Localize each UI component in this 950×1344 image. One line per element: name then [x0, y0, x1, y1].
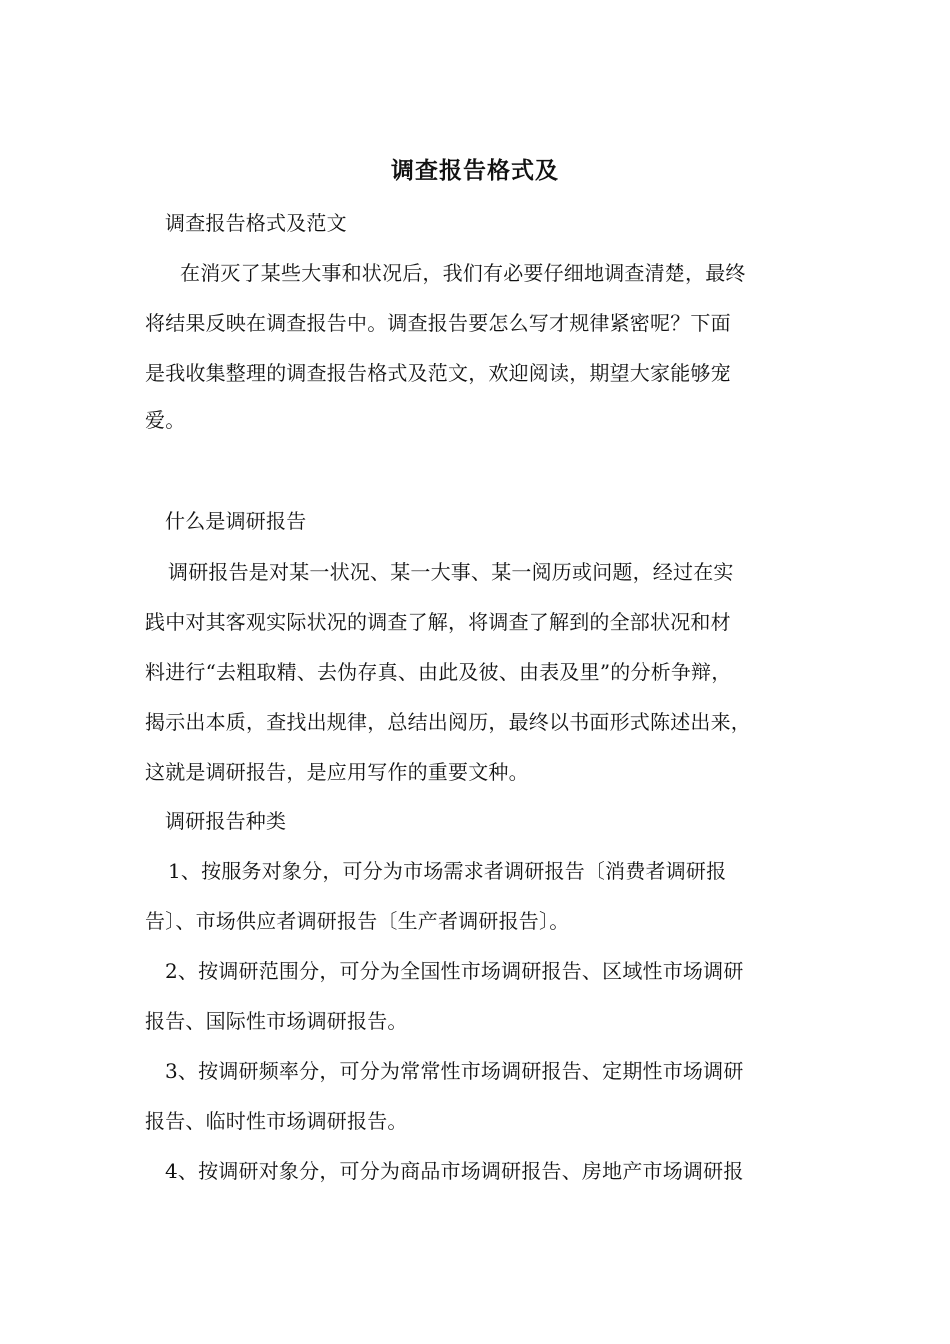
- list-item-line: 报告、临时性市场调研报告。: [145, 1109, 408, 1133]
- section-heading: 什么是调研报告: [165, 509, 307, 533]
- paragraph-line: 在消灭了某些大事和状况后，我们有必要仔细地调查清楚，最终: [180, 261, 746, 285]
- list-item-line: 2、按调研范围分，可分为全国性市场调研报告、区域性市场调研: [165, 959, 744, 983]
- paragraph-line: 揭示出本质，查找出规律，总结出阅历，最终以书面形式陈述出来，: [145, 710, 751, 734]
- paragraph-line: 践中对其客观实际状况的调查了解，将调查了解到的全部状况和材: [145, 610, 731, 634]
- paragraph-line: 调研报告是对某一状况、某一大事、某一阅历或问题，经过在实: [168, 560, 734, 584]
- subtitle-line: 调查报告格式及范文: [165, 211, 347, 235]
- paragraph-line: 将结果反映在调查报告中。调查报告要怎么写才规律紧密呢？下面: [145, 311, 731, 335]
- section-heading: 调研报告种类: [165, 809, 287, 833]
- paragraph-line: 料进行“去粗取精、去伪存真、由此及彼、由表及里”的分析争辩，: [145, 660, 732, 684]
- paragraph-line: 是我收集整理的调查报告格式及范文，欢迎阅读，期望大家能够宠: [145, 361, 731, 385]
- list-item-line: 4、按调研对象分，可分为商品市场调研报告、房地产市场调研报: [165, 1159, 744, 1183]
- document-title: 调查报告格式及: [391, 157, 559, 184]
- list-item-line: 3、按调研频率分，可分为常常性市场调研报告、定期性市场调研: [165, 1059, 744, 1083]
- paragraph-line: 爱。: [145, 408, 186, 432]
- list-item-line: 1、按服务对象分，可分为市场需求者调研报告〔消费者调研报: [168, 859, 727, 883]
- list-item-line: 报告、国际性市场调研报告。: [145, 1009, 408, 1033]
- list-item-line: 告〕、市场供应者调研报告〔生产者调研报告〕。: [145, 909, 570, 933]
- paragraph-line: 这就是调研报告，是应用写作的重要文种。: [145, 760, 529, 784]
